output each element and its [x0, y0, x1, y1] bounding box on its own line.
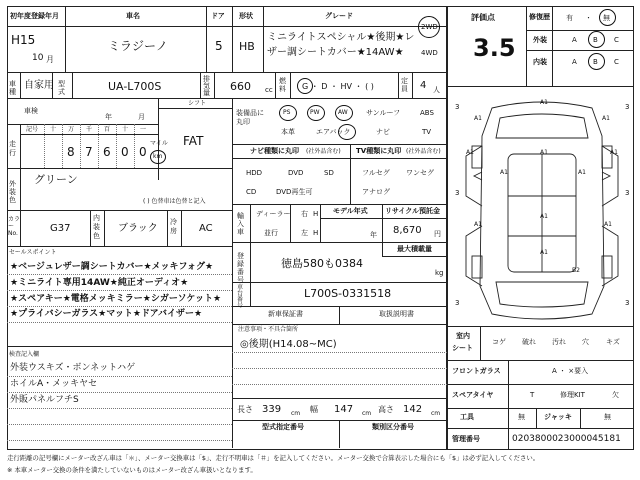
- diagram-mark-1: A1: [540, 99, 548, 106]
- name-label: 車名: [126, 12, 140, 20]
- glass-options: A ・ ×要入: [552, 367, 589, 375]
- model-year-label: モデル年式: [333, 207, 368, 215]
- navi-title: ナビ種類に丸印: [250, 147, 299, 155]
- diagram-mark-12: A1: [540, 249, 548, 256]
- exterior-a: A: [572, 36, 577, 44]
- equip-tv: TV: [422, 128, 432, 136]
- diagram-mark-13: B2: [572, 267, 580, 274]
- mileage-digit-3: 6: [103, 145, 111, 159]
- mileage-h1: 十: [50, 126, 57, 133]
- equip-leather: 本革: [281, 128, 295, 136]
- tv-oneseg: ワンセグ: [406, 169, 434, 177]
- capacity-unit: 人: [433, 86, 440, 94]
- equip-aw: AW: [338, 109, 348, 116]
- grade-label: グレード: [325, 12, 353, 20]
- equip-label-2: 丸印: [236, 118, 250, 126]
- mileage-digit-4: 0: [121, 145, 129, 159]
- tv-fullseg: フルセグ: [362, 169, 390, 177]
- notes-line-1: ◎後期(H14.08~MC): [240, 339, 337, 350]
- seat-label-2: シート: [452, 344, 473, 352]
- sales-point-3: ★スペアキー★電格メッキミラー★シガーソケット★: [10, 294, 222, 304]
- length-cm: cm: [291, 410, 301, 417]
- diagram-mark-4: A1: [540, 149, 548, 156]
- length-value: 339: [262, 404, 282, 415]
- car-damage-diagram: [452, 96, 632, 326]
- import-parallel: 並行: [264, 229, 278, 237]
- management-value: 0203800023000045181: [512, 434, 621, 444]
- diagram-mark-7: A1: [466, 149, 474, 156]
- seat-opt-yogore: 汚れ: [552, 338, 566, 346]
- import-left-h: H: [313, 229, 319, 237]
- tv-title: TV種類に丸印: [356, 147, 402, 155]
- import-right: 右: [301, 210, 308, 218]
- mileage-h6: 一: [140, 126, 147, 133]
- width-label: 幅: [310, 405, 318, 414]
- capacity: 4: [420, 80, 427, 91]
- eval-label: 評価点: [471, 13, 495, 22]
- mileage-h0: 記号: [26, 126, 39, 133]
- color-value: グリーン: [34, 173, 78, 186]
- spare-tire-none: 欠: [612, 391, 619, 399]
- fuel-label: 燃料: [279, 77, 286, 93]
- sales-point-4: ★プライバシーガラス★マット★ドアバイザー★: [10, 309, 203, 319]
- seat-opt-kizu: キズ: [606, 338, 620, 346]
- width-cm: cm: [362, 410, 372, 417]
- width-value: 147: [334, 404, 354, 415]
- diagram-mark-11: A1: [604, 221, 612, 228]
- chassis-value: L700S-0331518: [304, 287, 392, 300]
- first-reg-label: 初年度登録年月: [10, 12, 59, 20]
- diagram-num-1: 3: [455, 103, 460, 111]
- import-dealer: ディーラー: [256, 210, 291, 218]
- grade-line-1: ミニライトスペシャル★後期★レ: [267, 32, 415, 43]
- interior-color: ブラック: [118, 223, 158, 234]
- displacement-label: 排気量: [203, 75, 210, 97]
- ac-label: 冷房: [170, 218, 177, 235]
- shift-value: FAT: [183, 134, 204, 148]
- fuel-options: G ・ D ・ HV ・ ( ): [302, 82, 374, 91]
- diagram-mark-6: A1: [578, 169, 586, 176]
- recycle-value: 8,670: [393, 225, 422, 236]
- mileage-label: 走行: [9, 140, 16, 157]
- inspector-line-3: 外販パネルフチS: [10, 395, 79, 405]
- diagram-mark-2: A1: [474, 115, 482, 122]
- mileage-digit-2: 7: [85, 145, 93, 159]
- class-label: 類別区分番号: [372, 423, 414, 431]
- equip-navi: ナビ: [376, 128, 390, 136]
- height-value: 142: [403, 404, 423, 415]
- repair-label: 修復歴: [529, 13, 550, 21]
- seat-opt-koge: コゲ: [492, 338, 506, 346]
- warranty-label: 新車保証書: [268, 310, 303, 318]
- diagram-mark-5: A1: [500, 169, 508, 176]
- import-left: 左: [301, 229, 308, 237]
- footer-line-2: ※ 本車メーター交換の条件を満たしていないものはメーター改ざん車扱いとなります。: [7, 466, 257, 474]
- color-code: G37: [50, 223, 71, 234]
- plate-label: 登録番号: [237, 252, 244, 284]
- exterior-b: B: [593, 36, 598, 44]
- tools-label: 工具: [460, 413, 474, 421]
- equip-airbag: エアバック: [316, 128, 351, 136]
- interior-label: 内装: [533, 58, 547, 66]
- shift-label: シフト: [188, 100, 207, 107]
- body-shape: HB: [239, 40, 255, 53]
- usage-label: 車種: [9, 80, 16, 96]
- car-name: ミラジーノ: [108, 39, 168, 53]
- sales-points-title: セールスポイント: [9, 249, 57, 256]
- mileage-digit-5: 0: [139, 145, 147, 159]
- exterior-c: C: [614, 36, 619, 44]
- spare-tire-kit: 修理KIT: [560, 391, 585, 399]
- model-label: 型式: [58, 80, 65, 96]
- color-code-label: カラー No.: [8, 216, 21, 237]
- drive-2wd: 2WD: [421, 23, 438, 31]
- inspection-month-label: 月: [138, 113, 145, 121]
- shape-label: 形状: [239, 12, 253, 20]
- mileage-digit-1: 8: [67, 145, 75, 159]
- repair-none: 無: [603, 14, 610, 22]
- equip-label-1: 装備品に: [236, 109, 264, 117]
- color-note: ( ) 色替車は色替と記入: [143, 198, 206, 205]
- diagram-num-6: 3: [625, 299, 630, 307]
- usage-value: 自家用: [24, 80, 54, 91]
- diagram-num-5: 3: [455, 299, 460, 307]
- max-load-label: 最大積載量: [397, 245, 432, 253]
- height-cm: cm: [431, 410, 441, 417]
- diagram-mark-8: A1: [610, 149, 618, 156]
- door-count: 5: [215, 39, 223, 53]
- displacement: 660: [230, 80, 251, 93]
- equip-ps: PS: [283, 109, 291, 116]
- drive-4wd: 4WD: [421, 49, 438, 57]
- tv-title-note: (社外品含む): [406, 148, 441, 155]
- navi-dvd-play: DVD再生可: [276, 188, 313, 196]
- repair-yes: 有: [566, 14, 573, 22]
- mileage-h4: 百: [104, 126, 111, 133]
- inspection-year-label: 年: [105, 113, 112, 121]
- management-label: 管理番号: [452, 435, 480, 443]
- diagram-num-2: 3: [625, 103, 630, 111]
- fuel-g-circle: [297, 78, 313, 94]
- cc-unit: cc: [265, 86, 273, 94]
- ac-value: AC: [199, 223, 213, 234]
- max-load-kg: kg: [435, 269, 444, 277]
- inspector-line-1: 外装ウスキズ・ボンネットハゲ: [10, 363, 136, 373]
- import-label: 輸入車: [237, 212, 244, 236]
- sales-point-2: ★ミニライト専用14AW★純正オーディオ★: [10, 278, 189, 288]
- model-code: UA-L700S: [108, 80, 162, 93]
- interior-color-label: 内装色: [93, 214, 100, 240]
- diagram-mark-3: A1: [602, 115, 610, 122]
- sales-point-1: ★ベージュレザー調シートカバー★メッキフォグ★: [10, 262, 214, 272]
- mileage-h5: 十: [122, 126, 129, 133]
- seat-opt-ana: 穴: [582, 338, 589, 346]
- equip-abs: ABS: [420, 109, 434, 117]
- interior-b: B: [593, 58, 598, 66]
- eval-score: 3.5: [473, 34, 516, 62]
- spare-tire-label: スペアタイヤ: [452, 391, 494, 399]
- repair-sep: ・: [585, 14, 592, 22]
- grade-line-2: ザー調シートカバー★14AW★: [267, 47, 404, 58]
- navi-cd: CD: [246, 188, 257, 196]
- glass-label: フロントガラス: [452, 367, 501, 375]
- type-designation-label: 型式指定番号: [262, 423, 304, 431]
- recycle-yen: 円: [434, 230, 441, 238]
- navi-dvd: DVD: [288, 169, 304, 177]
- seat-opt-yabure: 破れ: [522, 338, 536, 346]
- seat-label-1: 室内: [456, 332, 470, 340]
- height-label: 高さ: [378, 405, 394, 414]
- diagram-num-3: 3: [455, 189, 460, 197]
- chassis-label: 車台番号: [237, 284, 244, 309]
- tools-value: 無: [518, 413, 525, 421]
- spare-tire-t: T: [530, 391, 535, 399]
- inspection-label: 車検: [24, 107, 38, 115]
- navi-title-note: (社外品含む): [306, 148, 341, 155]
- notes-title: 注意事項・不具合箇所: [238, 326, 299, 333]
- diagram-num-4: 3: [625, 189, 630, 197]
- mileage-unit-km: km: [153, 153, 163, 160]
- import-right-h: H: [313, 210, 319, 218]
- plate-value: 徳島580も0384: [281, 257, 363, 270]
- color-label: 外装色: [9, 180, 16, 204]
- equip-sunroof: サンルーフ: [366, 109, 401, 117]
- recycle-label: リサイクル預託金: [385, 207, 441, 215]
- mileage-h2: 万: [68, 126, 75, 133]
- tv-analog: アナログ: [362, 188, 390, 196]
- jack-label: ジャッキ: [544, 413, 572, 421]
- first-reg-year: H15: [11, 33, 36, 47]
- diagram-mark-9: A1: [540, 213, 548, 220]
- interior-a: A: [572, 58, 577, 66]
- door-label: ドア: [211, 12, 225, 20]
- exterior-label: 外装: [533, 36, 547, 44]
- mileage-h3: 千: [86, 126, 93, 133]
- jack-value: 無: [604, 413, 611, 421]
- manual-label: 取扱説明書: [379, 310, 414, 318]
- diagram-mark-10: A1: [474, 221, 482, 228]
- interior-c: C: [614, 58, 619, 66]
- inspector-title: 検査記入欄: [9, 351, 40, 358]
- navi-sd: SD: [324, 169, 334, 177]
- mileage-unit-mile: マイル: [150, 140, 168, 147]
- model-year-unit: 年: [370, 231, 377, 239]
- capacity-label: 定員: [401, 77, 408, 93]
- footer-line-1: 走行距離の記号欄にメーター改ざん車は「＊」、メーター交換車は「$」、走行不明車は「＃」を記入してください。メーター交換で合算表示した場合にも「$」は必ず記入してください。: [7, 454, 540, 462]
- first-reg-month: 10: [32, 53, 44, 63]
- length-label: 長さ: [237, 405, 253, 414]
- first-reg-month-unit: 月: [46, 55, 54, 64]
- inspector-line-2: ホイルA・メッキヤセ: [10, 379, 98, 389]
- navi-hdd: HDD: [246, 169, 263, 177]
- equip-pw: PW: [310, 109, 320, 116]
